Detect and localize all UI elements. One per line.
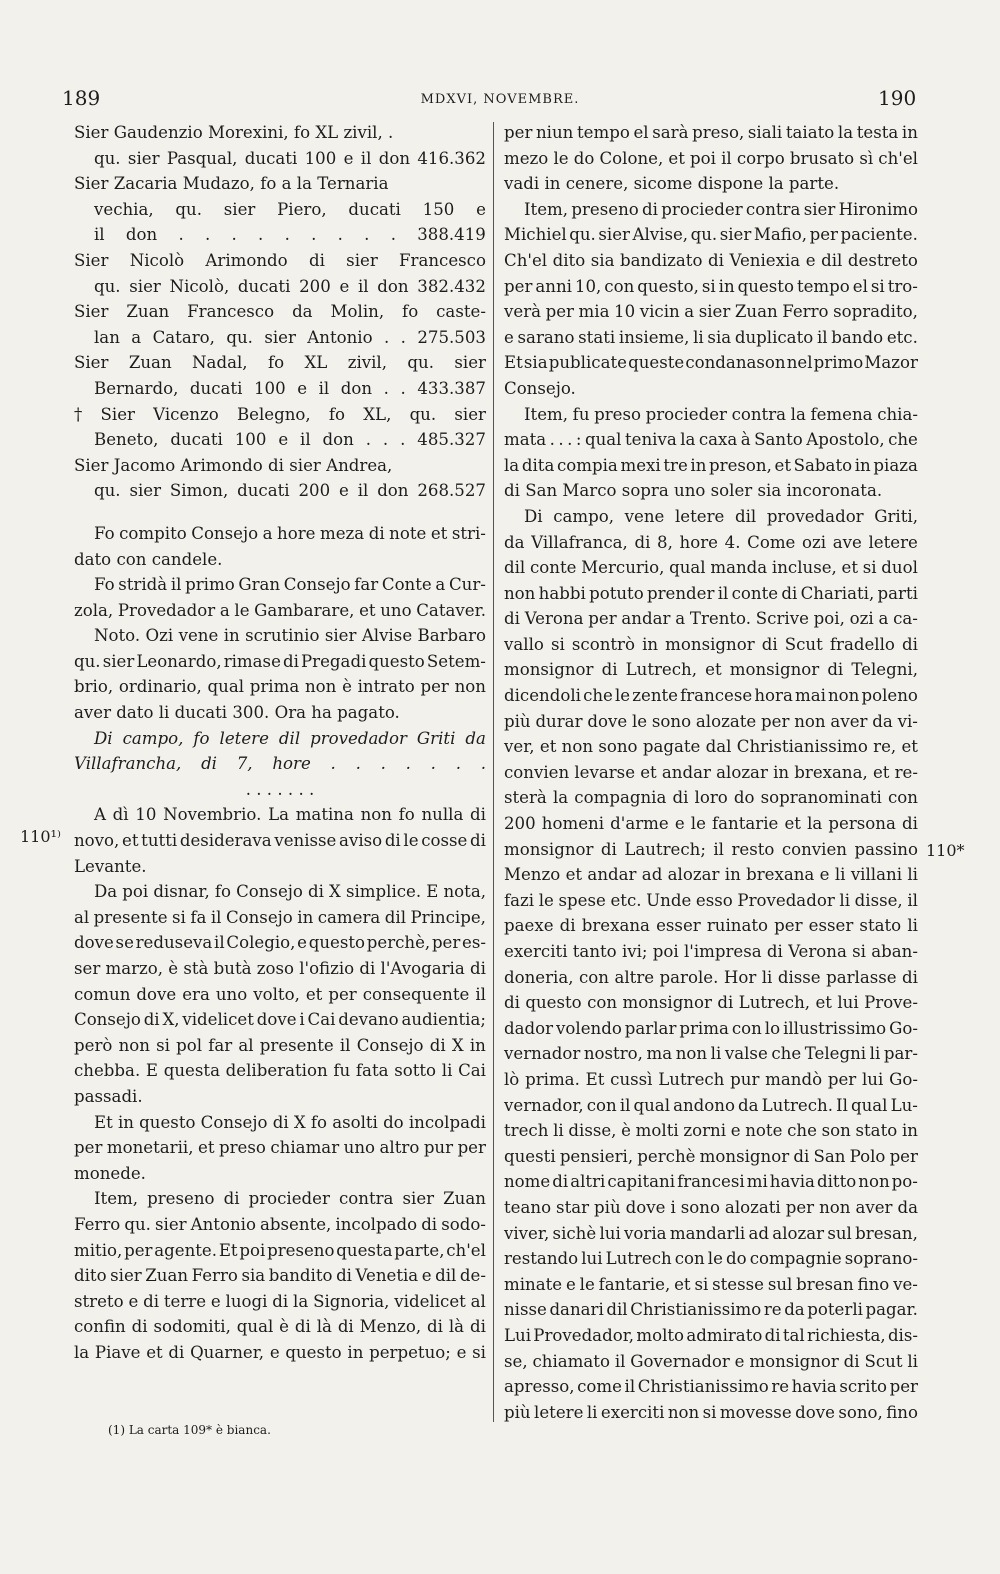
text-line: sterà la compagnia di loro do sopranominati con (504, 788, 918, 808)
text-line: per monetarii, et preso chiamar uno altro pur per (74, 1138, 486, 1158)
left-column (74, 120, 486, 1366)
text-line: però non si pol far al presente il Consejo di X in (74, 1035, 486, 1055)
text-line: ver, et non sono pagate dal Christianissimo re, et (504, 737, 918, 757)
text-line: 200 homeni d'arme e le fantarie et la persona di (504, 814, 918, 834)
text-line: il don . . . . . . . . . 388.419 (94, 225, 486, 245)
page-number-right: 190 (878, 86, 917, 110)
text-line: fazi le spese etc. Unde esso Provedador li disse, il (504, 890, 918, 910)
text-line: dador volendo parlar prima con lo illustrissimo Go- (504, 1018, 918, 1038)
text-line: mata . . . : qual teniva la caxa à Santo Apostolo, che (504, 430, 918, 450)
text-line: Item, preseno di procieder contra sier Zuan (94, 1189, 486, 1209)
text-line: zola, Provedador a le Gambarare, et uno Cataver. (74, 600, 486, 620)
running-header: MDXVI, NOVEMBRE. (420, 92, 580, 107)
text-line: restando lui Lutrech con le do compagnie soprano- (504, 1249, 918, 1269)
text-line: Menzo et andar ad alozar in brexana e li villani li (504, 865, 918, 885)
text-line: Item, preseno di procieder contra sier Hironimo (524, 199, 918, 219)
text-line: di Verona per andar a Trento. Scrive poi, ozi a ca- (504, 609, 918, 629)
text-line: se, chiamato il Governador e monsignor di Scut li (504, 1351, 918, 1371)
text-line: Michiel qu. sier Alvise, qu. sier Mafio, per paciente. (504, 225, 918, 245)
text-line: verà per mia 10 vicin a sier Zuan Ferro sopradito, (504, 302, 918, 322)
text-line: Lui Provedador, molto admirato di tal richiesta, dis- (504, 1325, 918, 1345)
text-line: vadi in cenere, sicome dispone la parte. (504, 174, 840, 194)
text-line: mezo le do Colone, et poi il corpo brusato sì ch'el (504, 148, 918, 168)
text-line: confin di sodomiti, qual è di là di Menzo, di là di (74, 1317, 486, 1337)
margin-note-right: 110* (926, 841, 965, 860)
text-line: qu. sier Pasqual, ducati 100 e il don 416.362 (94, 148, 486, 168)
text-line: Et sia publicate queste condanason nel primo Mazor (504, 353, 918, 373)
text-line: monsignor di Lutrech, et monsignor di Telegni, (504, 660, 918, 680)
text-line: monede. (74, 1163, 146, 1183)
text-line: di questo con monsignor di Lutrech, et lui Prove- (504, 993, 918, 1013)
text-line: Villafrancha, di 7, hore . . . . . . . (74, 754, 486, 774)
text-line: al presente si fa il Consejo in camera dil Principe, (74, 907, 486, 927)
text-line: di San Marco sopra uno soler sia incoronata. (504, 481, 883, 501)
text-line: streto e di terre e luogi di la Signoria, videlicet al (74, 1291, 486, 1311)
text-line: teano star più dove i sono alozati per non aver da (504, 1197, 918, 1217)
text-line: Fo compito Consejo a hore meza di note et stri- (94, 523, 486, 543)
text-line: Sier Zacaria Mudazo, fo a la Ternaria (74, 174, 389, 194)
text-line: vallo si scontrò in monsignor di Scut fradello di (504, 634, 918, 654)
text-line: Sier Nicolò Arimondo di sier Francesco (74, 250, 486, 270)
text-line: Ch'el dito sia bandizato di Veniexia e dil destreto (504, 250, 918, 270)
text-line: aver dato li ducati 300. Ora ha pagato. (74, 703, 400, 723)
column-divider (493, 122, 494, 1422)
text-line: dove se reduseva il Colegio, e questo perchè, per es- (74, 933, 486, 953)
text-line: Et in questo Consejo di X fo asolti do incolpadi (94, 1112, 486, 1132)
text-line: convien levarse et andar alozar in brexana, et re- (504, 762, 918, 782)
text-line: ser marzo, è stà butà zoso l'ofizio di l'Avogaria di (74, 959, 486, 978)
text-line: dil conte Mercurio, qual manda incluse, et si duol (504, 558, 918, 578)
text-line: Consejo. (504, 378, 576, 398)
text-line (74, 504, 486, 521)
text-line: doneria, con altre parole. Hor li disse parlasse di (504, 967, 918, 987)
text-line: più durar dove le sono alozate per non aver da vi- (504, 711, 918, 731)
text-line: la Piave et di Quarner, e questo in perpetuo; e si (74, 1342, 486, 1362)
text-line: . . . . . . . (245, 779, 315, 799)
text-line: lan a Cataro, qu. sier Antonio . . 275.503 (94, 327, 486, 347)
text-line: monsignor di Lautrech; il resto convien passino (504, 839, 918, 859)
footnote: (1) La carta 109* è bianca. (108, 1423, 271, 1437)
text-line: paexe di brexana esser ruinato per esser stato li (504, 916, 918, 936)
text-line: vechia, qu. sier Piero, ducati 150 e (94, 199, 486, 219)
text-line: passadi. (74, 1086, 143, 1106)
text-line: exerciti tanto ivi; poi l'impresa di Verona si aban- (504, 942, 918, 961)
text-line: dato con candele. (74, 549, 223, 569)
text-line: questi pensieri, perchè monsignor di San Polo per (504, 1146, 918, 1166)
text-line: per anni 10, con questo, si in questo tempo el si tro- (504, 276, 918, 296)
text-line: Ferro qu. sier Antonio absente, incolpado di sodo- (74, 1214, 486, 1234)
text-line: e sarano stati insieme, li sia duplicato il bando etc. (504, 327, 918, 347)
text-line: dito sier Zuan Ferro sia bandito di Venetia e dil de- (74, 1266, 486, 1286)
text-line: vernador nostro, ma non li valse che Telegni li par- (504, 1044, 918, 1064)
right-column (504, 120, 918, 1425)
text-line: lò prima. Et cussì Lutrech pur mandò per lui Go- (504, 1069, 918, 1089)
margin-note-left: 110¹⁾ (20, 827, 61, 846)
text-line: qu. sier Leonardo, rimase di Pregadi questo Setem- (74, 651, 486, 671)
text-line: Fo stridà il primo Gran Consejo far Conte a Cur- (94, 575, 486, 595)
text-line: trech li disse, è molti zorni e note che son stato in (504, 1121, 918, 1141)
text-line: chebba. E questa deliberation fu fata sotto li Cai (74, 1061, 486, 1081)
text-line: Di campo, fo letere dil provedador Griti da (94, 728, 486, 748)
text-line: nome di altri capitani francesi mi havia ditto non po- (504, 1172, 918, 1192)
text-line: vernador, con il qual andono da Lutrech. Il qual Lu- (504, 1095, 918, 1115)
text-line: novo, et tutti desiderava venisse aviso di le cosse di (74, 831, 486, 851)
text-line: Item, fu preso procieder contra la femena chia- (524, 404, 918, 424)
text-line: Noto. Ozi vene in scrutinio sier Alvise Barbaro (94, 626, 486, 646)
text-line: da Villafranca, di 8, hore 4. Come ozi ave letere (504, 532, 918, 552)
text-line: non habbi potuto prender il conte di Chariati, parti (504, 583, 918, 603)
text-line: Consejo di X, videlicet dove i Cai devano audientia; (74, 1010, 486, 1030)
text-line: più letere li exerciti non si movesse dove sono, fino (504, 1402, 918, 1422)
text-line: per niun tempo el sarà preso, siali taiato la testa in (504, 123, 918, 142)
text-line: Sier Zuan Francesco da Molin, fo caste- (74, 302, 486, 322)
text-line: A dì 10 Novembrio. La matina non fo nulla di (94, 805, 486, 825)
text-line: Sier Jacomo Arimondo di sier Andrea, (74, 455, 393, 475)
text-line: la dita compia mexi tre in preson, et Sabato in piaza (504, 455, 918, 475)
text-line: qu. sier Simon, ducati 200 e il don 268.527 (94, 481, 486, 501)
text-line: comun dove era uno volto, et per consequente il (74, 984, 486, 1004)
text-line: Sier Gaudenzio Morexini, fo XL zivil, . (74, 123, 394, 142)
text-line: Levante. (74, 856, 147, 876)
text-line: nisse danari dil Christianissimo re da poterli pagar. (504, 1300, 918, 1320)
text-line: apresso, come il Christianissimo re havia scrito per (504, 1377, 918, 1397)
text-line: brio, ordinario, qual prima non è intrato per non (74, 677, 486, 697)
text-line: Beneto, ducati 100 e il don . . . 485.327 (94, 430, 486, 450)
text-line: dicendoli che le zente francese hora mai non poleno (504, 686, 918, 706)
text-line: minate e le fantarie, et si stesse sul bresan fino ve- (504, 1274, 918, 1294)
text-line: mitio, per agente. Et poi preseno questa parte, ch'el (74, 1240, 486, 1260)
text-line: Bernardo, ducati 100 e il don . . 433.387 (94, 378, 486, 398)
page-number-left: 189 (62, 86, 101, 110)
text-line: Sier Zuan Nadal, fo XL zivil, qu. sier (74, 353, 486, 373)
text-line: Di campo, vene letere dil provedador Griti, (524, 506, 918, 526)
text-line: Da poi disnar, fo Consejo di X simplice. E nota, (94, 882, 486, 902)
text-line: † Sier Vicenzo Belegno, fo XL, qu. sier (74, 404, 486, 424)
text-line: viver, sichè lui voria mandarli ad alozar sul bresan, (504, 1223, 918, 1243)
text-line: qu. sier Nicolò, ducati 200 e il don 382.432 (94, 276, 486, 296)
